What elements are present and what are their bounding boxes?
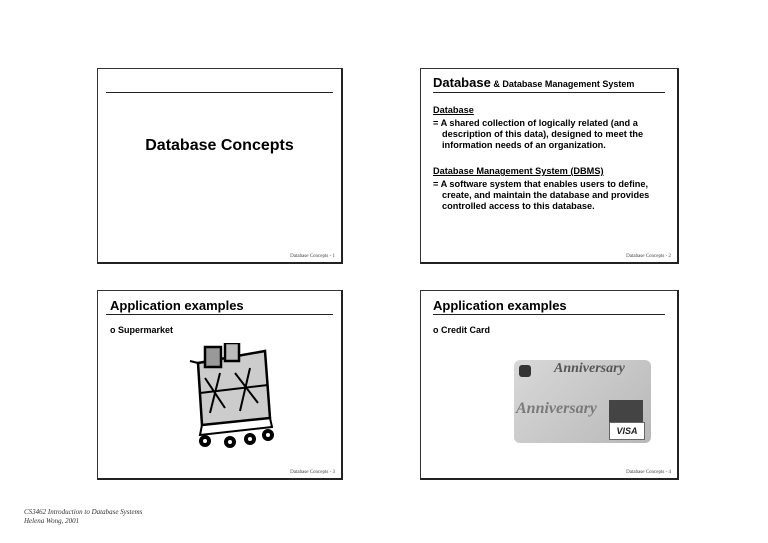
term-dbms <box>433 166 669 212</box>
card-text-large: Anniversary <box>516 400 597 417</box>
slide-3 <box>97 290 343 480</box>
title-main: Database <box>433 75 491 90</box>
slide-1 <box>97 68 343 264</box>
title-rule <box>106 92 333 93</box>
slide-title: Database Concepts <box>145 137 294 154</box>
term-heading: Database <box>433 105 474 115</box>
bullet-item: o Credit Card <box>433 325 491 335</box>
slide-title: Application examples <box>433 298 567 313</box>
title-rest: & Database Management System <box>490 79 635 89</box>
term-database <box>433 105 669 151</box>
title-rule <box>433 314 665 315</box>
term-heading: Database Management System (DBMS) <box>433 166 604 176</box>
term-definition: = A software system that enables users to define, create, and maintain the database and provides controlled access to this database. <box>433 179 650 211</box>
credit-card-image <box>514 360 651 443</box>
slide-4 <box>420 290 679 480</box>
slide-title <box>433 75 634 90</box>
university-logo-icon <box>519 365 531 377</box>
card-photo <box>609 400 643 424</box>
visa-logo: VISA <box>609 422 645 440</box>
title-rule <box>106 314 333 315</box>
course-title: CS3462 Introduction to Database Systems <box>24 508 143 516</box>
slide-footer: Database Concepts - 1 <box>290 254 335 259</box>
slide-title: Application examples <box>110 298 244 313</box>
slide-2 <box>420 68 679 264</box>
handout-note <box>24 508 142 526</box>
slide-footer: Database Concepts - 4 <box>626 470 671 475</box>
shopping-cart-icon <box>180 343 280 453</box>
bullet-item: o Supermarket <box>110 325 174 335</box>
author: Helena Wong, 2001 <box>24 517 80 525</box>
term-definition: = A shared collection of logically related (and a description of this data), designed to meet the information needs of an organization. <box>433 118 644 150</box>
slide-footer: Database Concepts - 2 <box>626 254 671 259</box>
title-rule <box>433 92 665 93</box>
slide-footer: Database Concepts - 3 <box>290 470 335 475</box>
card-text: Anniversary <box>554 361 625 376</box>
